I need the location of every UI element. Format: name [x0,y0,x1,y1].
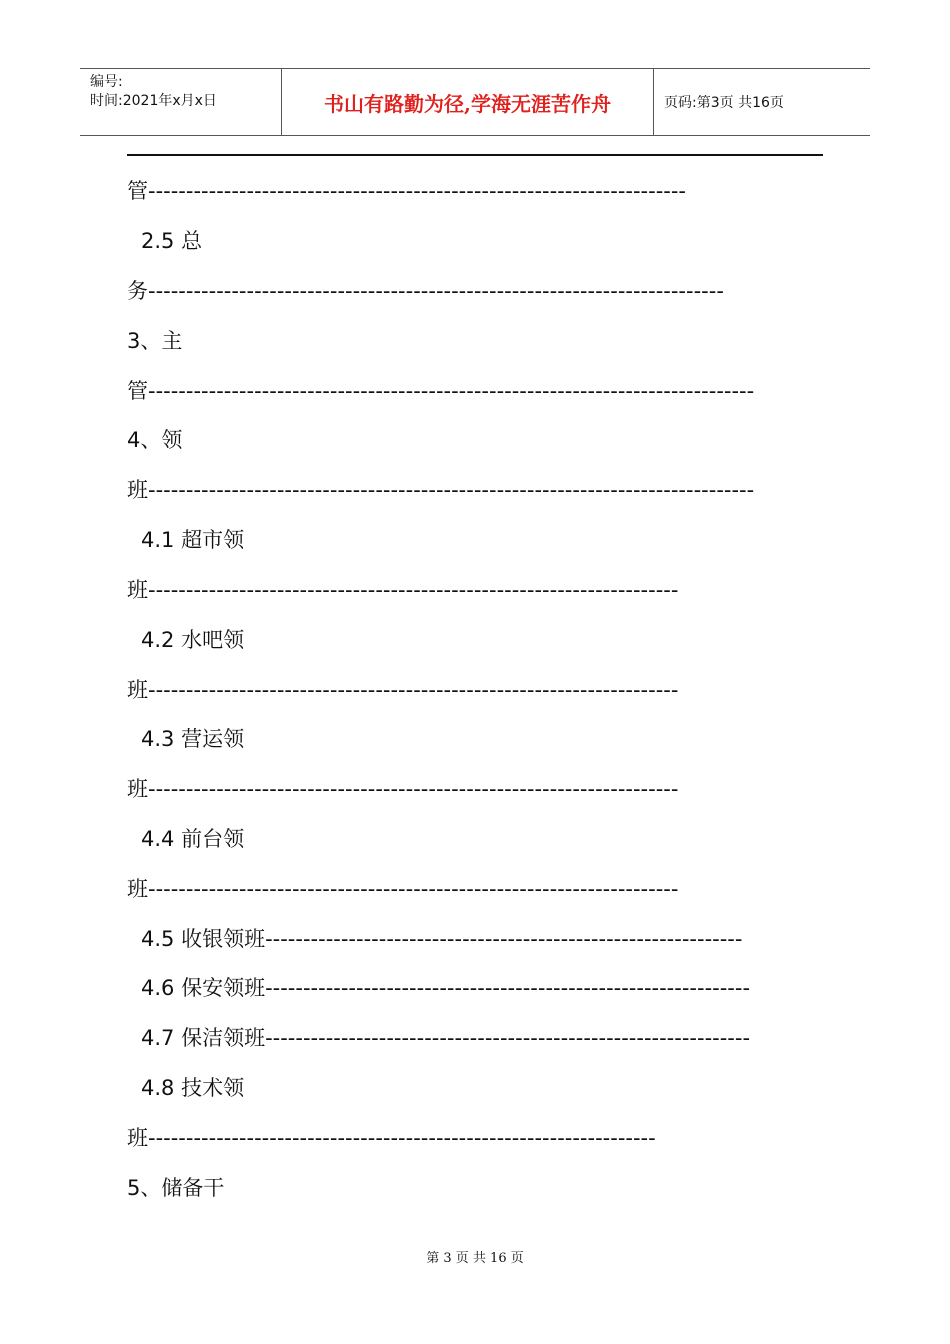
toc-line: 班---------------------------------------------------------------------- [127,877,679,901]
toc-line: 4.1 超市领 [141,528,245,552]
toc-line: 班------------------------------------------------------------------- [127,1126,656,1150]
toc-line: 4.3 营运领 [141,727,245,751]
header-rule [127,154,823,156]
toc-line: 2.5 总 [141,229,203,253]
toc-line: 4.2 水吧领 [141,628,245,652]
toc-line: 4.4 前台领 [141,827,245,851]
toc-line: 4.6 保安领班---------------------------------------------------------------- [141,976,751,1000]
toc-line: 4、领 [127,428,183,452]
toc-line: 4.7 保洁领班---------------------------------------------------------------- [141,1026,751,1050]
toc-line: 班---------------------------------------------------------------------- [127,678,679,702]
header-page-info: 页码:第3页 共16页 [664,95,784,111]
toc-line: 4.8 技术领 [141,1076,245,1100]
page-footer: 第 3 页 共 16 页 [426,1251,524,1266]
toc-line: 务---------------------------------------------------------------------------- [127,279,724,303]
toc-line: 班---------------------------------------------------------------------- [127,777,679,801]
toc-line: 班---------------------------------------------------------------------- [127,578,679,602]
header-motto: 书山有路勤为径,学海无涯苦作舟 [282,69,654,135]
page-header [80,68,870,136]
toc-line: 4.5 收银领班--------------------------------------------------------------- [141,927,743,951]
toc-line: 3、主 [127,329,183,353]
document-number-label: 编号: [90,74,123,90]
toc-line: 管----------------------------------------------------------------------- [127,179,687,203]
toc-line: 班-------------------------------------------------------------------------------- [127,478,755,502]
toc-line: 管-------------------------------------------------------------------------------- [127,379,755,403]
document-date: 时间:2021年x月x日 [90,93,217,109]
toc-line: 5、储备干 [127,1176,225,1200]
header-meta [80,69,282,135]
